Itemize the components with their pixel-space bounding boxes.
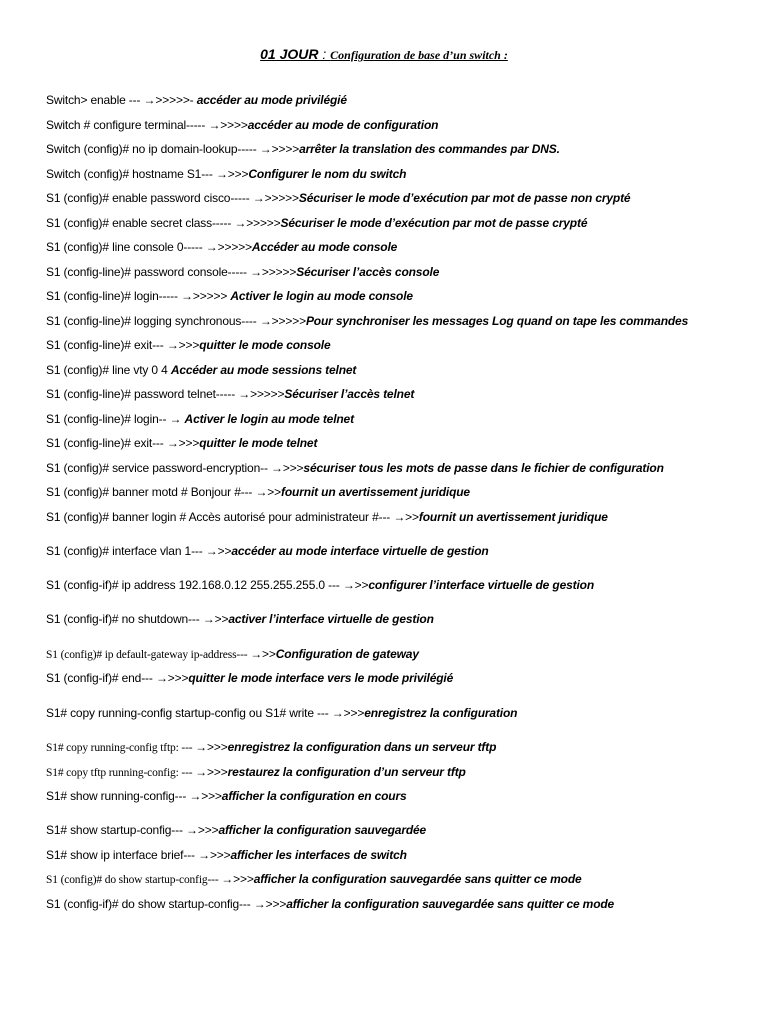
command-description: Sécuriser l’accès console (296, 265, 440, 279)
command-line (46, 313, 688, 329)
command-line (46, 386, 414, 402)
command-description: Activer le login au mode console (230, 289, 413, 303)
command-description: Sécuriser le mode d’exécution par mot de passe non crypté (298, 191, 631, 205)
command-text: S1 (config)# banner login # Accès autorisé pour administrateur #--- (46, 510, 394, 524)
arrow-separator: →>>>>> (259, 314, 306, 328)
command-description: fournit un avertissement juridique (418, 510, 608, 524)
arrow-separator: →>>> (166, 338, 200, 352)
command-line (46, 788, 407, 804)
command-description: restaurez la configuration d’un serveur tftp (227, 765, 466, 779)
command-line (46, 92, 347, 108)
title-separator: : (318, 46, 331, 62)
command-text: S1# show ip interface brief--- (46, 848, 199, 862)
command-line (46, 411, 354, 427)
command-line (46, 847, 407, 863)
command-line (46, 739, 496, 756)
arrow-separator: →>>> (215, 167, 249, 181)
command-description: configurer l’interface virtuelle de gestion (368, 578, 595, 592)
command-text: S1 (config-line)# password console----- (46, 265, 251, 279)
document-title (0, 46, 768, 64)
arrow-separator: →>>>>>- (143, 93, 197, 107)
command-description: fournit un avertissement juridique (281, 485, 470, 499)
arrow-separator: →>>> (195, 765, 228, 779)
arrow-separator: →>>>>> (181, 289, 231, 303)
command-text: S1 (config)# interface vlan 1--- (46, 544, 206, 558)
command-text: S1 (config)# service password-encryption-- (46, 461, 271, 475)
command-description: enregistrez la configuration dans un serveur tftp (227, 740, 497, 754)
command-text: S1# copy running-config tftp: --- (46, 742, 196, 754)
command-description: arrêter la translation des commandes par DNS. (299, 142, 560, 156)
arrow-separator: →>>>> (259, 142, 300, 156)
command-text: S1# show startup-config--- (46, 823, 187, 837)
command-description: accéder au mode interface virtuelle de gestion (231, 544, 489, 558)
command-line (46, 705, 517, 721)
command-line (46, 896, 614, 912)
command-text: S1 (config)# ip default-gateway ip-address--- (46, 649, 251, 661)
arrow-separator: →>>>> (208, 118, 248, 132)
arrow-separator: →>> (205, 544, 232, 558)
command-description: Sécuriser le mode d’exécution par mot de passe crypté (280, 216, 588, 230)
command-description: quitter le mode interface vers le mode privilégié (188, 671, 454, 685)
command-line (46, 362, 356, 378)
command-text: S1 (config)# line console 0----- (46, 240, 206, 254)
command-text: S1 (config-line)# exit--- (46, 338, 167, 352)
command-line (46, 166, 406, 182)
command-line (46, 646, 419, 663)
command-text: Switch # configure terminal----- (46, 118, 209, 132)
arrow-separator: →>>> (198, 848, 231, 862)
command-line (46, 141, 560, 157)
arrow-separator: →>>>>> (234, 216, 281, 230)
arrow-separator: →>>> (186, 823, 219, 837)
arrow-separator: → (169, 412, 185, 426)
command-text: S1 (config)# enable secret class----- (46, 216, 235, 230)
command-line (46, 577, 594, 593)
command-line (46, 337, 331, 353)
command-description: afficher la configuration sauvegardée sans quitter ce mode (286, 897, 615, 911)
command-line (46, 543, 489, 559)
command-text: S1 (config-if)# ip address 192.168.0.12 255.255.255.0 --- (46, 578, 343, 592)
command-text: Switch (config)# hostname S1--- (46, 167, 216, 181)
command-line (46, 190, 630, 206)
command-description: Accéder au mode console (251, 240, 398, 254)
command-line (46, 239, 397, 255)
command-description: accéder au mode de configuration (247, 118, 439, 132)
command-description: enregistrez la configuration (364, 706, 518, 720)
command-description: quitter le mode telnet (199, 436, 318, 450)
arrow-separator: →>>>>> (250, 265, 297, 279)
command-line (46, 871, 582, 888)
command-line (46, 435, 317, 451)
command-description: sécuriser tous les mots de passe dans le fichier de configuration (303, 461, 664, 475)
arrow-separator: →>>>>> (205, 240, 252, 254)
command-line (46, 509, 608, 525)
command-description: Configuration de gateway (275, 647, 419, 661)
arrow-separator: →>>>>> (252, 191, 299, 205)
title-subtitle: Configuration de base d’un switch : (330, 48, 508, 62)
command-text: S1 (config)# banner motd # Bonjour #--- (46, 485, 256, 499)
command-line (46, 460, 664, 476)
command-description: activer l’interface virtuelle de gestion (228, 612, 434, 626)
arrow-separator: →>>> (331, 706, 365, 720)
command-text: Switch> enable --- (46, 93, 144, 107)
command-line (46, 264, 439, 280)
command-text: S1 (config-line)# password telnet----- (46, 387, 239, 401)
command-text: S1 (config-line)# logging synchronous---- (46, 314, 260, 328)
command-description: Activer le login au mode telnet (184, 412, 354, 426)
arrow-separator: →>> (393, 510, 419, 524)
command-text: S1# copy running-config startup-config ou S1# write --- (46, 706, 332, 720)
command-description: Sécuriser l’accès telnet (284, 387, 415, 401)
command-text: S1 (config-line)# exit--- (46, 436, 167, 450)
arrow-separator: →>>> (189, 789, 222, 803)
arrow-separator: →>>> (253, 897, 287, 911)
command-description: afficher la configuration en cours (221, 789, 407, 803)
arrow-separator: →>> (255, 485, 282, 499)
arrow-separator: →>>> (155, 671, 189, 685)
command-description: afficher la configuration sauvegardée sans quitter ce mode (253, 872, 582, 886)
command-description: quitter le mode console (199, 338, 331, 352)
command-line (46, 215, 587, 231)
command-description: Pour synchroniser les messages Log quand on tape les commandes (305, 314, 689, 328)
title-day: 01 JOUR (260, 46, 319, 62)
command-description: Configurer le nom du switch (248, 167, 407, 181)
command-text: S1 (config-line)# login----- (46, 289, 182, 303)
command-text: S1 (config)# do show startup-config--- (46, 874, 222, 886)
arrow-separator: →>> (250, 647, 276, 661)
arrow-separator: →>> (342, 578, 369, 592)
command-description: Accéder au mode sessions telnet (170, 363, 357, 377)
command-text: S1 (config-if)# no shutdown--- (46, 612, 203, 626)
command-text: S1 (config-if)# do show startup-config--- (46, 897, 254, 911)
command-text: S1 (config)# line vty 0 4 (46, 363, 171, 377)
command-line (46, 611, 434, 627)
command-description: accéder au mode privilégié (196, 93, 347, 107)
command-text: S1 (config-line)# login-- (46, 412, 170, 426)
arrow-separator: →>>> (221, 872, 254, 886)
command-description: afficher la configuration sauvegardée (218, 823, 427, 837)
command-line (46, 822, 426, 838)
command-line (46, 117, 438, 133)
command-text: S1 (config-if)# end--- (46, 671, 156, 685)
command-line (46, 670, 453, 686)
command-text: S1 (config)# enable password cisco----- (46, 191, 253, 205)
arrow-separator: →>>> (166, 436, 200, 450)
command-line (46, 288, 413, 304)
arrow-separator: →>>>>> (238, 387, 285, 401)
command-description: afficher les interfaces de switch (230, 848, 407, 862)
command-line (46, 764, 466, 781)
command-line (46, 484, 470, 500)
arrow-separator: →>> (202, 612, 229, 626)
arrow-separator: →>>> (270, 461, 304, 475)
command-text: Switch (config)# no ip domain-lookup----- (46, 142, 260, 156)
command-text: S1# show running-config--- (46, 789, 190, 803)
command-text: S1# copy tftp running-config: --- (46, 767, 196, 779)
arrow-separator: →>>> (195, 740, 228, 754)
